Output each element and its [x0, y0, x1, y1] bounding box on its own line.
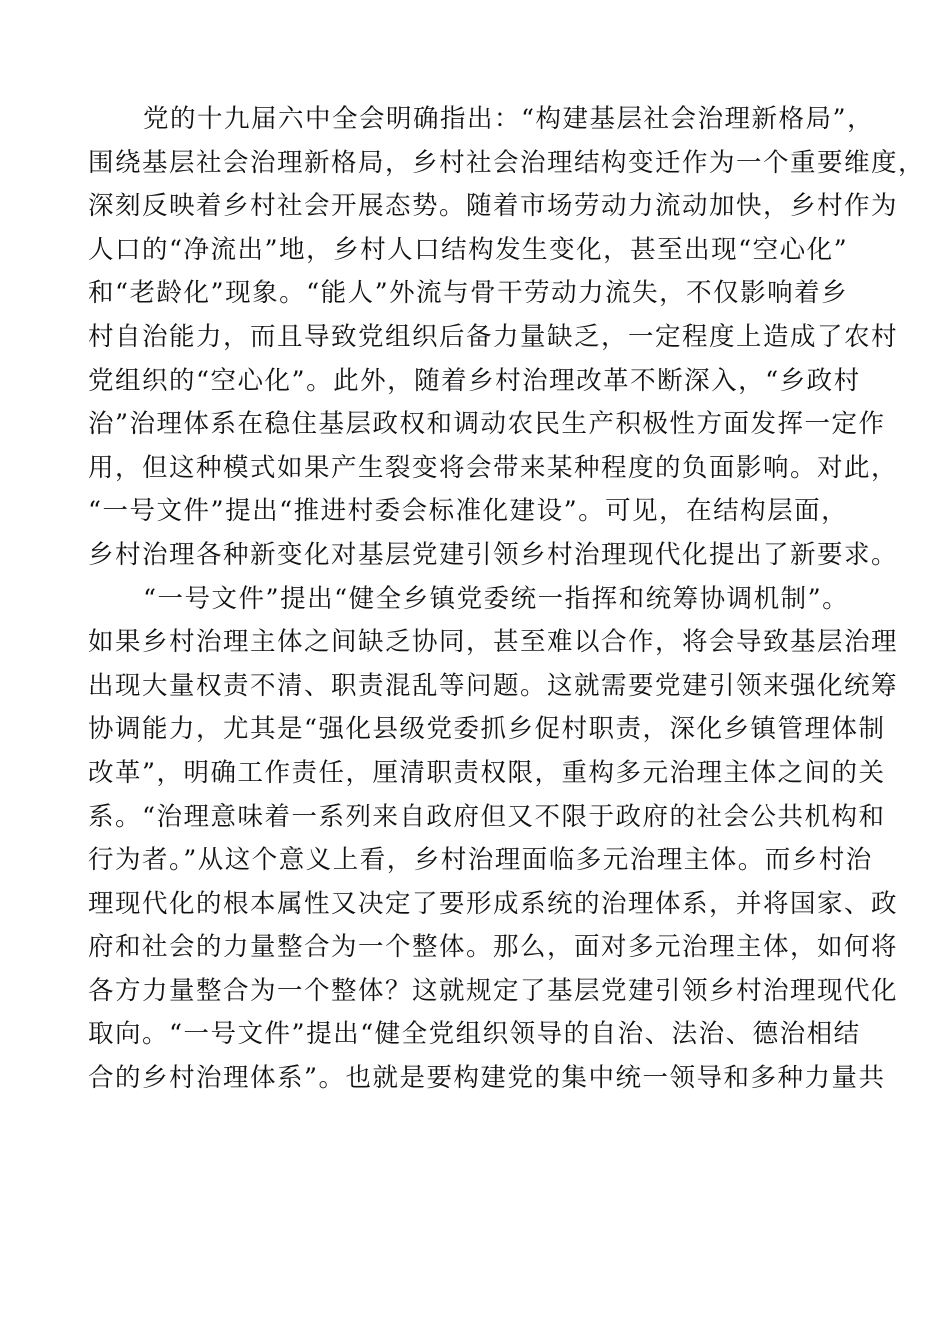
text-line: 如果乡村治理主体之间缺乏协同，甚至难以合作，将会导致基层治理 — [88, 627, 899, 658]
paragraph-1 — [88, 98, 926, 578]
text-line: 治”治理体系在稳住基层政权和调动农民生产积极性方面发挥一定作 — [88, 409, 886, 440]
text-line: 村自治能力，而且导致党组织后备力量缺乏，一定程度上造成了农村 — [88, 321, 899, 352]
text-line: 党组织的“空心化”。此外，随着乡村治理改革不断深入，“乡政村 — [88, 365, 861, 396]
text-line: 理现代化的根本属性又决定了要形成系统的治理体系，并将国家、政 — [88, 888, 899, 919]
text-line: 深刻反映着乡村社会开展态势。随着市场劳动力流动加快，乡村作为 — [88, 191, 899, 222]
text-line: 系。“治理意味着一系列来自政府但又不限于政府的社会公共机构和 — [88, 801, 886, 832]
text-line: 行为者。”从这个意义上看，乡村治理面临多元治理主体。而乡村治 — [88, 845, 873, 876]
text-line: 取向。“一号文件”提出“健全党组织领导的自治、法治、德治相结 — [88, 1019, 861, 1050]
text-line: 各方力量整合为一个整体？这就规定了基层党建引领乡村治理现代化 — [88, 975, 899, 1006]
text-line: “一号文件”提出“推进村委会标准化建设”。可见，在结构层面， — [88, 496, 849, 527]
text-line: “一号文件”提出“健全乡镇党委统一指挥和统筹协调机制”。 — [143, 583, 850, 614]
text-line: 合的乡村治理体系”。也就是要构建党的集中统一领导和多种力量共 — [88, 1063, 886, 1094]
text-line: 府和社会的力量整合为一个整体。那么，面对多元治理主体，如何将 — [88, 932, 899, 963]
text-line: 人口的“净流出”地，乡村人口结构发生变化，甚至出现“空心化” — [88, 234, 849, 265]
text-line: 出现大量权责不清、职责混乱等问题。这就需要党建引领来强化统筹 — [88, 670, 899, 701]
text-line: 协调能力，尤其是“强化县级党委抓乡促村职责，深化乡镇管理体制 — [88, 714, 886, 745]
text-line: 改革”，明确工作责任，厘清职责权限，重构多元治理主体之间的关 — [88, 757, 886, 788]
paragraph-2 — [88, 578, 899, 1101]
text-line: 用，但这种模式如果产生裂变将会带来某种程度的负面影响。对此， — [88, 452, 899, 483]
text-line: 和“老龄化”现象。“能人”外流与骨干劳动力流失，不仅影响着乡 — [88, 278, 849, 309]
text-line: 乡村治理各种新变化对基层党建引领乡村治理现代化提出了新要求。 — [88, 539, 899, 570]
document-body — [88, 98, 926, 1101]
text-line: 围绕基层社会治理新格局，乡村社会治理结构变迁作为一个重要维度， — [88, 147, 926, 178]
text-line: 党的十九届六中全会明确指出：“构建基层社会治理新格局”， — [143, 104, 875, 134]
